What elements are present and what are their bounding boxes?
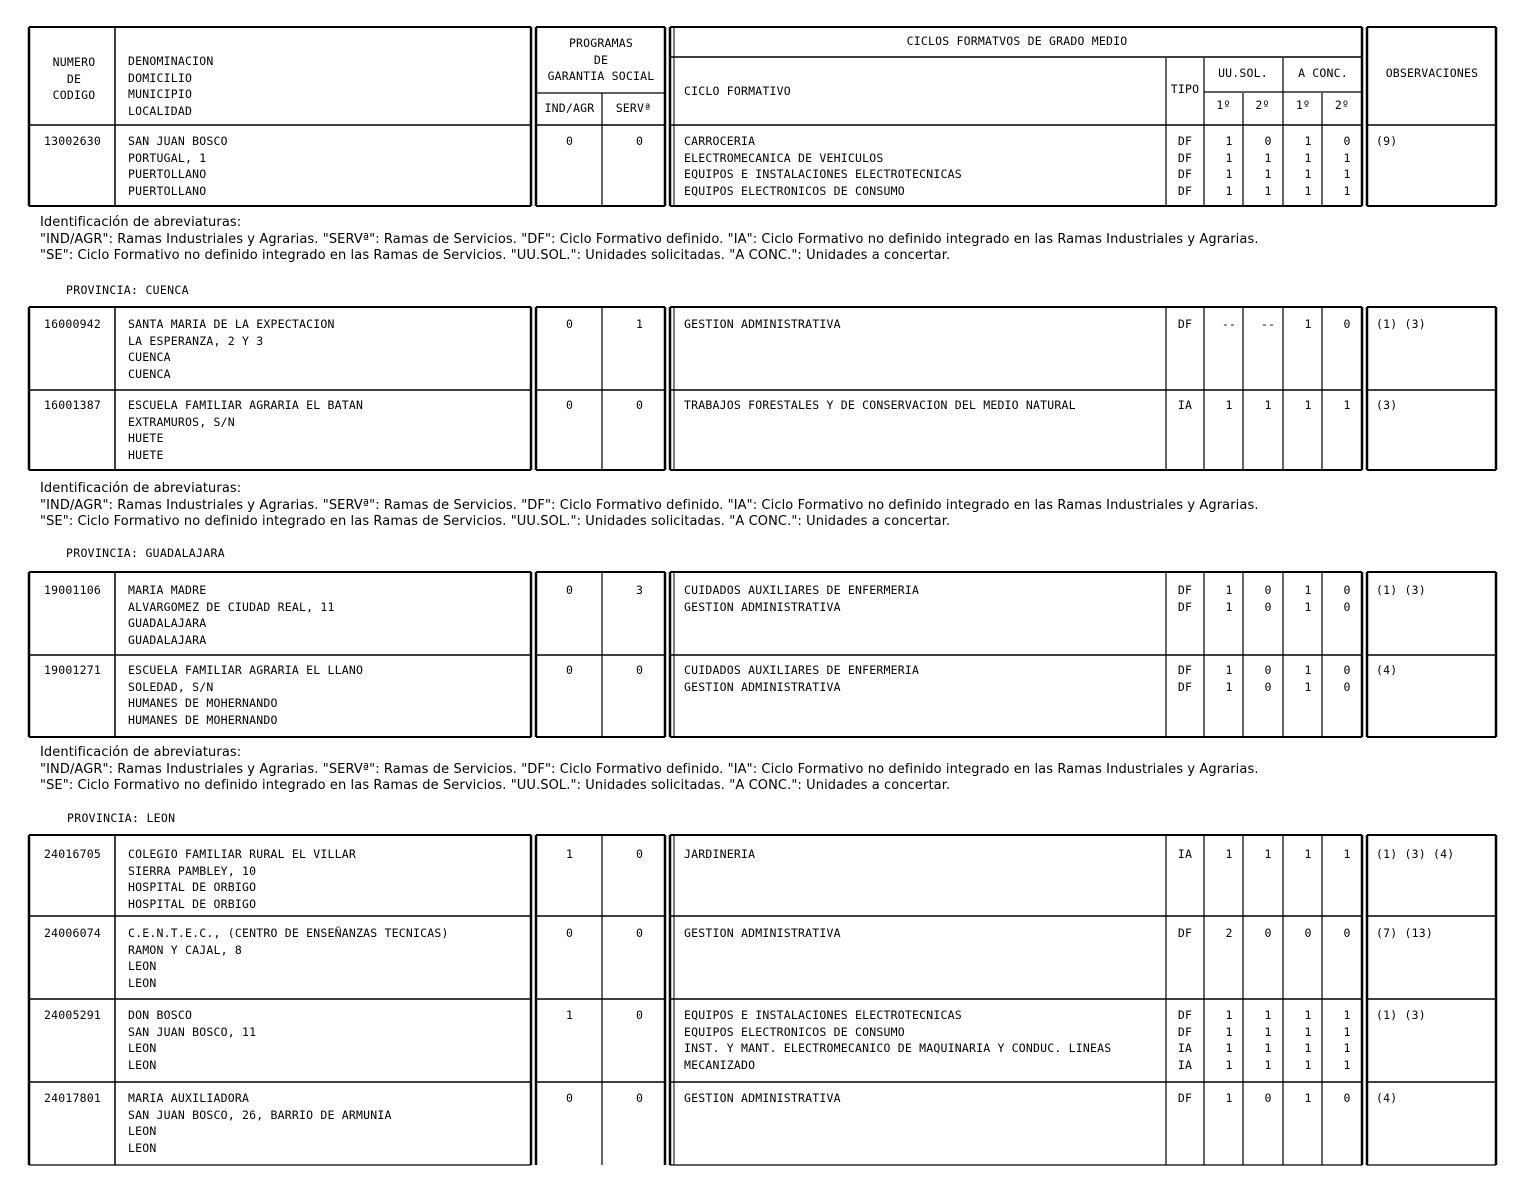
a-conc-1-list: 1 xyxy=(1304,317,1312,331)
serv-value: 0 xyxy=(635,1008,644,1022)
a-conc-2-list: 0 1 1 1 xyxy=(1343,134,1351,198)
center-name: DON BOSCO xyxy=(128,1008,193,1022)
ciclo-formativo-list: JARDINERIA xyxy=(684,847,756,861)
a-conc-2-list: 1 xyxy=(1343,847,1351,861)
center-address: SOLEDAD, S/N xyxy=(128,679,214,694)
center-address: SIERRA PAMBLEY, 10 xyxy=(128,863,257,878)
ciclo-formativo-list: GESTION ADMINISTRATIVA xyxy=(684,1091,841,1105)
center-name: COLEGIO FAMILIAR RURAL EL VILLAR xyxy=(128,847,356,861)
center-denominacion xyxy=(128,1007,256,1073)
serv-value: 0 xyxy=(635,663,644,677)
center-address: SAN JUAN BOSCO, 11 xyxy=(128,1024,257,1039)
observaciones-value: (7) (13) xyxy=(1376,926,1433,940)
serv-value: 0 xyxy=(635,1091,644,1105)
center-code: 19001271 xyxy=(44,663,101,677)
ciclo-formativo-list: GESTION ADMINISTRATIVA xyxy=(684,926,841,940)
serv-value: 0 xyxy=(635,847,644,861)
header-tipo: TIPO xyxy=(1170,82,1200,96)
uu-sol-1-list: 1 1 1 1 xyxy=(1225,1008,1233,1072)
center-municipio: GUADALAJARA xyxy=(128,616,207,630)
uu-sol-1-list: 1 1 xyxy=(1225,583,1233,614)
center-name: C.E.N.T.E.C., (CENTRO DE ENSEÑANZAS TECNICAS) xyxy=(128,926,449,940)
observaciones-value: (1) (3) (4) xyxy=(1376,847,1455,861)
ciclo-formativo-list: CUIDADOS AUXILIARES DE ENFERMERIA GESTION ADMINISTRATIVA xyxy=(684,663,920,694)
center-localidad: PUERTOLLANO xyxy=(128,183,207,198)
center-localidad: LEON xyxy=(128,1057,157,1072)
center-municipio: CUENCA xyxy=(128,350,171,364)
center-code: 13002630 xyxy=(44,134,101,148)
a-conc-2-list: 0 0 xyxy=(1343,663,1351,694)
uu-sol-2-list: -- xyxy=(1260,317,1276,331)
observaciones-value: (9) xyxy=(1376,134,1398,148)
a-conc-1-list: 1 1 xyxy=(1304,663,1312,694)
uu-sol-2-list: 1 xyxy=(1264,847,1272,861)
ind-agr-value: 0 xyxy=(565,398,574,412)
a-conc-2-list: 0 xyxy=(1343,926,1351,940)
center-address: SAN JUAN BOSCO, 26, BARRIO DE ARMUNIA xyxy=(128,1107,392,1122)
center-localidad: HOSPITAL DE ORBIGO xyxy=(128,896,257,911)
ciclo-formativo-list: CUIDADOS AUXILIARES DE ENFERMERIA GESTION ADMINISTRATIVA xyxy=(684,583,920,614)
uu-sol-2-list: 0 1 1 1 xyxy=(1264,134,1272,198)
center-address: ALVARGOMEZ DE CIUDAD REAL, 11 xyxy=(128,599,335,614)
center-municipio: HUMANES DE MOHERNANDO xyxy=(128,696,278,710)
province-leon: PROVINCIA: LEON xyxy=(67,811,176,825)
ind-agr-value: 1 xyxy=(565,1008,574,1022)
uu-sol-1-list: 1 1 1 1 xyxy=(1225,134,1233,198)
center-name: MARIA AUXILIADORA xyxy=(128,1091,250,1105)
serv-value: 1 xyxy=(635,317,644,331)
a-conc-2-list: 0 xyxy=(1343,1091,1351,1105)
a-conc-1-list: 1 xyxy=(1304,398,1312,412)
center-municipio: HOSPITAL DE ORBIGO xyxy=(128,880,257,894)
header-programas: PROGRAMAS DE GARANTIA SOCIAL xyxy=(547,36,655,83)
center-name: SAN JUAN BOSCO xyxy=(128,134,228,148)
center-municipio: HUETE xyxy=(128,431,164,445)
center-code: 19001106 xyxy=(44,583,101,597)
tipo-list: DF xyxy=(1177,1091,1193,1105)
abbreviations-note-2: Identificación de abreviaturas: "IND/AGR": Ramas Industriales y Agrarias. "SERVª": Ramas de Servicios. "DF": Ciclo Formativo definido. "IA": Ciclo Formativo no definido integrado en las Ramas Industriales y Agrarias. "SE": Ciclo Formativo no definido integrado en las Ramas de Servicios. "UU.SOL.": Unidades solicitadas. "A CONC.": Unidades a concertar. xyxy=(40,481,1259,529)
center-denominacion xyxy=(128,662,363,728)
ind-agr-value: 0 xyxy=(565,1091,574,1105)
center-code: 16000942 xyxy=(44,317,101,331)
a-conc-1-list: 1 xyxy=(1304,1091,1312,1105)
header-conc-2: 2º xyxy=(1334,98,1350,112)
uu-sol-2-list: 0 xyxy=(1264,1091,1272,1105)
center-name: ESCUELA FAMILIAR AGRARIA EL LLANO xyxy=(128,663,364,677)
center-municipio: LEON xyxy=(128,1124,157,1138)
a-conc-1-list: 1 xyxy=(1304,847,1312,861)
serv-value: 0 xyxy=(635,134,644,148)
ind-agr-value: 0 xyxy=(565,926,574,940)
center-denominacion xyxy=(128,316,335,382)
center-denominacion xyxy=(128,1090,392,1156)
center-municipio: LEON xyxy=(128,959,157,973)
uu-sol-1-list: 1 xyxy=(1225,398,1233,412)
center-denominacion xyxy=(128,133,228,199)
a-conc-1-list: 0 xyxy=(1304,926,1312,940)
uu-sol-2-list: 1 1 1 1 xyxy=(1264,1008,1272,1072)
center-municipio: LEON xyxy=(128,1041,157,1055)
uu-sol-2-list: 0 0 xyxy=(1264,663,1272,694)
header-sol-1: 1º xyxy=(1216,98,1231,112)
a-conc-1-list: 1 1 1 1 xyxy=(1304,1008,1312,1072)
center-municipio: PUERTOLLANO xyxy=(128,167,207,181)
province-guadalajara: PROVINCIA: GUADALAJARA xyxy=(66,546,225,560)
center-address: LA ESPERANZA, 2 Y 3 xyxy=(128,333,264,348)
a-conc-2-list: 1 1 1 1 xyxy=(1343,1008,1351,1072)
tipo-list: IA xyxy=(1177,847,1193,861)
a-conc-2-list: 1 xyxy=(1343,398,1351,412)
center-code: 16001387 xyxy=(44,398,101,412)
header-observaciones: OBSERVACIONES xyxy=(1385,66,1479,80)
uu-sol-1-list: 2 xyxy=(1225,926,1233,940)
ciclo-formativo-list: GESTION ADMINISTRATIVA xyxy=(684,317,841,331)
center-code: 24006074 xyxy=(44,926,101,940)
header-denominacion: DENOMINACION DOMICILIO MUNICIPIO LOCALIDAD xyxy=(128,54,214,118)
observaciones-value: (1) (3) xyxy=(1376,317,1426,331)
center-denominacion xyxy=(128,582,335,648)
center-denominacion xyxy=(128,846,356,912)
uu-sol-2-list: 1 xyxy=(1264,398,1272,412)
center-code: 24005291 xyxy=(44,1008,101,1022)
center-address: EXTRAMUROS, S/N xyxy=(128,414,235,429)
ind-agr-value: 1 xyxy=(565,847,574,861)
observaciones-value: (4) xyxy=(1376,1091,1398,1105)
a-conc-2-list: 0 xyxy=(1343,317,1351,331)
a-conc-1-list: 1 1 1 1 xyxy=(1304,134,1312,198)
observaciones-value: (4) xyxy=(1376,663,1398,677)
serv-value: 0 xyxy=(635,398,644,412)
center-localidad: LEON xyxy=(128,1140,157,1155)
header-numero: NUMERO DE CODIGO xyxy=(52,55,96,102)
center-localidad: LEON xyxy=(128,975,157,990)
header-ciclos: CICLOS FORMATVOS DE GRADO MEDIO xyxy=(906,34,1128,48)
center-denominacion xyxy=(128,397,363,463)
center-localidad: HUMANES DE MOHERNANDO xyxy=(128,712,278,727)
center-code: 24017801 xyxy=(44,1091,101,1105)
tipo-list: DF xyxy=(1177,926,1193,940)
center-name: ESCUELA FAMILIAR AGRARIA EL BATAN xyxy=(128,398,364,412)
uu-sol-2-list: 0 xyxy=(1264,926,1272,940)
center-localidad: HUETE xyxy=(128,447,164,462)
center-localidad: GUADALAJARA xyxy=(128,632,207,647)
observaciones-value: (1) (3) xyxy=(1376,1008,1426,1022)
ind-agr-value: 0 xyxy=(565,583,574,597)
a-conc-2-list: 0 0 xyxy=(1343,583,1351,614)
serv-value: 3 xyxy=(635,583,644,597)
tipo-list: DF DF DF DF xyxy=(1177,134,1193,198)
ciclo-formativo-list: TRABAJOS FORESTALES Y DE CONSERVACION DEL MEDIO NATURAL xyxy=(684,398,1076,412)
abbreviations-note-3: Identificación de abreviaturas: "IND/AGR": Ramas Industriales y Agrarias. "SERVª": Ramas de Servicios. "DF": Ciclo Formativo definido. "IA": Ciclo Formativo no definido integrado en las Ramas Industriales y Agrarias. "SE": Ciclo Formativo no definido integrado en las Ramas de Servicios. "UU.SOL.": Unidades solicitadas. "A CONC.": Unidades a concertar. xyxy=(40,745,1259,793)
uu-sol-1-list: 1 1 xyxy=(1225,663,1233,694)
observaciones-value: (3) xyxy=(1376,398,1398,412)
tipo-list: DF xyxy=(1177,317,1193,331)
header-ind-agr: IND/AGR xyxy=(544,101,595,115)
center-name: MARIA MADRE xyxy=(128,583,207,597)
abbreviations-note-1: Identificación de abreviaturas: "IND/AGR": Ramas Industriales y Agrarias. "SERVª": Ramas de Servicios. "DF": Ciclo Formativo definido. "IA": Ciclo Formativo no definido integrado en las Ramas Industriales y Agrarias. "SE": Ciclo Formativo no definido integrado en las Ramas de Servicios. "UU.SOL.": Unidades solicitadas. "A CONC.": Unidades a concertar. xyxy=(40,215,1259,263)
tipo-list: DF DF xyxy=(1177,663,1193,694)
tipo-list: DF DF xyxy=(1177,583,1193,614)
ciclo-formativo-list: CARROCERIA ELECTROMECANICA DE VEHICULOS EQUIPOS E INSTALACIONES ELECTROTECNICAS EQUIPOS ELECTRONICOS DE CONSUMO xyxy=(684,134,962,198)
header-conc-1: 1º xyxy=(1295,98,1311,112)
header-serv: SERVª xyxy=(615,101,652,115)
ind-agr-value: 0 xyxy=(565,663,574,677)
header-a-conc: A CONC. xyxy=(1298,66,1348,80)
province-cuenca: PROVINCIA: CUENCA xyxy=(66,283,189,297)
header-sol-2: 2º xyxy=(1255,98,1270,112)
ind-agr-value: 0 xyxy=(565,317,574,331)
center-code: 24016705 xyxy=(44,847,101,861)
uu-sol-1-list: 1 xyxy=(1225,1091,1233,1105)
observaciones-value: (1) (3) xyxy=(1376,583,1426,597)
center-name: SANTA MARIA DE LA EXPECTACION xyxy=(128,317,335,331)
uu-sol-1-list: 1 xyxy=(1225,847,1233,861)
tipo-list: DF DF IA IA xyxy=(1177,1008,1193,1072)
a-conc-1-list: 1 1 xyxy=(1304,583,1312,614)
uu-sol-2-list: 0 0 xyxy=(1264,583,1272,614)
center-address: PORTUGAL, 1 xyxy=(128,150,207,165)
center-address: RAMON Y CAJAL, 8 xyxy=(128,942,242,957)
header-uu-sol: UU.SOL. xyxy=(1218,66,1268,80)
uu-sol-1-list: -- xyxy=(1221,317,1237,331)
ciclo-formativo-list: EQUIPOS E INSTALACIONES ELECTROTECNICAS EQUIPOS ELECTRONICOS DE CONSUMO INST. Y MANT. ELECTROMECANICO DE MAQUINARIA Y CONDUC. LINEAS MECANIZADO xyxy=(684,1008,1112,1072)
ind-agr-value: 0 xyxy=(565,134,574,148)
serv-value: 0 xyxy=(635,926,644,940)
center-denominacion xyxy=(128,925,449,991)
center-localidad: CUENCA xyxy=(128,366,171,381)
tipo-list: IA xyxy=(1177,398,1193,412)
header-ciclo-formativo: CICLO FORMATIVO xyxy=(684,84,791,98)
